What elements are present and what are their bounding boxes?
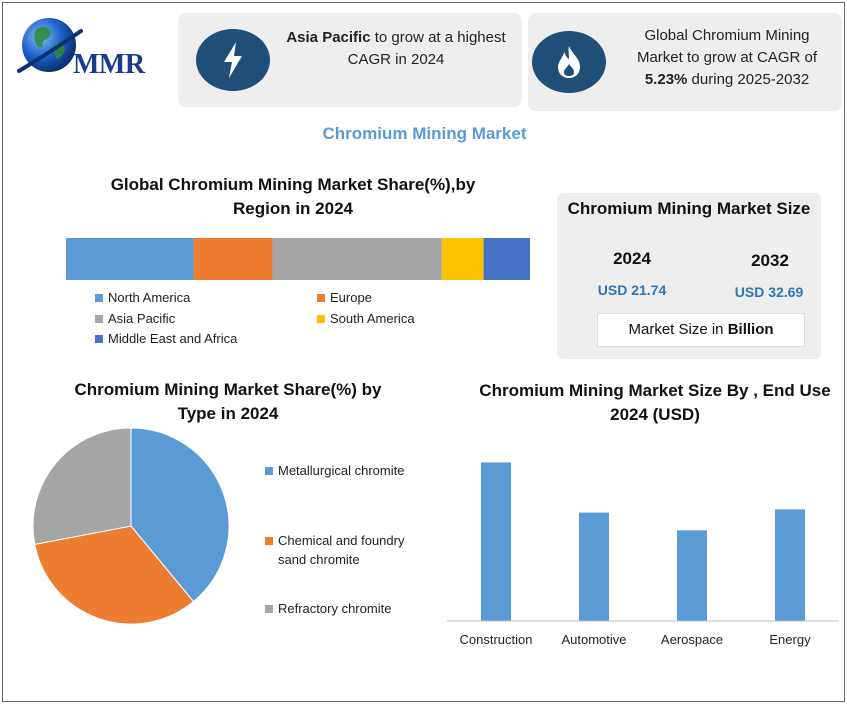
- legend-swatch: [265, 605, 273, 613]
- page-title: Chromium Mining Market: [322, 124, 527, 143]
- region-legend-item-middle-east-and-africa: [95, 331, 237, 346]
- type-legend-item-chemical-and-foundry-sand-chromite: [265, 531, 425, 569]
- legend-label: Europe: [330, 290, 372, 305]
- region-segment-north-america: [66, 238, 194, 280]
- region-legend: [95, 290, 515, 350]
- region-legend-item-north-america: [95, 290, 190, 305]
- region-segment-south-america: [442, 238, 484, 280]
- end-use-bar-construction: [481, 462, 511, 621]
- type-share-pie: [23, 418, 243, 638]
- region-chart-title: Global Chromium Mining Market Share(%),by Region in 2024: [110, 175, 476, 218]
- end-use-tick-label-aerospace: Aerospace: [660, 632, 724, 647]
- legend-label: Chemical and foundry sand chromite: [278, 533, 405, 567]
- region-segment-asia-pacific: [272, 238, 441, 280]
- market-size-value-2032: USD 32.69: [734, 284, 804, 300]
- end-use-chart-title: Chromium Mining Market Size By , End Use 2024 (USD): [479, 381, 831, 424]
- region-segment-europe: [194, 238, 273, 280]
- region-legend-item-south-america: [317, 311, 415, 326]
- market-size-unit-bold: Billion: [727, 321, 774, 338]
- region-share-bar: [66, 238, 530, 280]
- callout-asia-pacific: [178, 13, 522, 107]
- type-legend: [265, 461, 445, 631]
- callout-cagr-lead: Global Chromium Mining Market to grow at CAGR of: [636, 27, 818, 66]
- market-size-year-2024: 2024: [613, 249, 651, 268]
- legend-label: Asia Pacific: [108, 311, 176, 326]
- market-size-year-2032: 2032: [751, 251, 789, 270]
- type-legend-item-refractory-chromite: [265, 599, 425, 618]
- logo-text: MMR: [73, 49, 145, 80]
- legend-label: Refractory chromite: [278, 601, 392, 616]
- region-legend-item-asia-pacific: [95, 311, 175, 326]
- logo: [15, 13, 155, 88]
- end-use-bar-automotive: [579, 513, 609, 621]
- lightning-bolt-icon: [220, 40, 246, 80]
- end-use-tick-label-automotive: Automotive: [561, 632, 627, 647]
- callout-region-rest: to grow at a highest CAGR in 2024: [347, 29, 506, 68]
- end-use-tick-label-construction: Construction: [459, 632, 533, 647]
- end-use-bar-aerospace: [677, 530, 707, 621]
- legend-swatch: [95, 294, 103, 302]
- market-size-unit: [597, 313, 805, 347]
- callout-region-bold: Asia Pacific: [286, 29, 371, 46]
- legend-swatch: [265, 537, 273, 545]
- region-legend-item-europe: [317, 290, 372, 305]
- market-size-card: [557, 193, 821, 359]
- legend-label: Middle East and Africa: [108, 331, 238, 346]
- pie-slice-refractory-chromite: [33, 428, 131, 544]
- callout-cagr-text: [620, 25, 834, 91]
- callout-cagr: [528, 13, 842, 111]
- type-chart-title: Chromium Mining Market Share(%) by Type in 2024: [74, 380, 382, 423]
- callout-cagr-period: during 2025-2032: [687, 71, 810, 88]
- legend-swatch: [265, 467, 273, 475]
- legend-label: North America: [108, 290, 191, 305]
- callout-asia-pacific-text: [286, 27, 506, 71]
- market-size-value-2024: USD 21.74: [597, 282, 667, 298]
- legend-swatch: [317, 294, 325, 302]
- end-use-bar-energy: [775, 509, 805, 621]
- flame-icon-circle: [532, 31, 606, 93]
- infographic-frame: [2, 2, 845, 702]
- type-legend-item-metallurgical-chromite: [265, 461, 425, 480]
- legend-swatch: [95, 315, 103, 323]
- legend-swatch: [95, 335, 103, 343]
- region-segment-middle-east-and-africa: [484, 238, 530, 280]
- legend-label: South America: [330, 311, 415, 326]
- legend-label: Metallurgical chromite: [278, 463, 405, 478]
- end-use-tick-label-energy: Energy: [769, 632, 811, 647]
- callout-cagr-rate: 5.23%: [644, 71, 688, 88]
- end-use-bar-chart: [443, 443, 843, 658]
- lightning-bolt-icon-circle: [196, 29, 270, 91]
- flame-icon: [554, 44, 584, 80]
- market-size-unit-text: Market Size in: [628, 321, 728, 338]
- market-size-title: Chromium Mining Market Size: [567, 199, 811, 218]
- legend-swatch: [317, 315, 325, 323]
